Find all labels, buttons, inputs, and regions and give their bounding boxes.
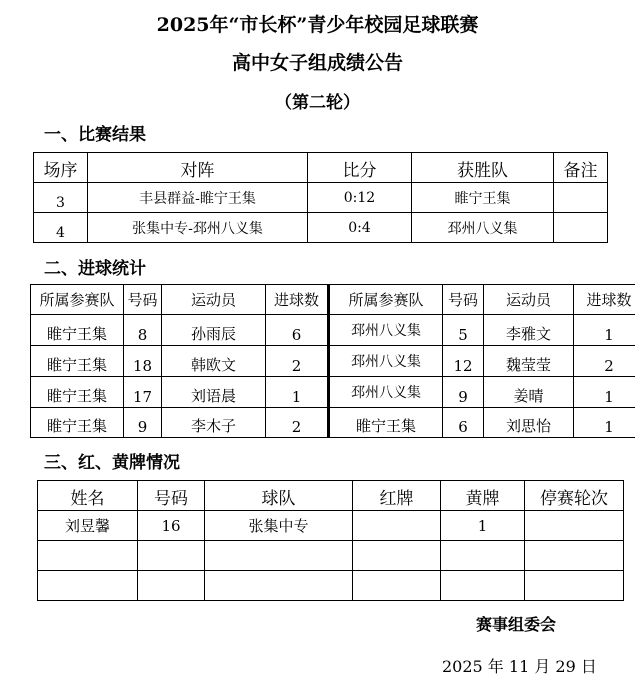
goals-cell: 1 [266, 377, 329, 408]
yellow-card-cell [441, 541, 525, 571]
team-cell: 睢宁王集 [31, 346, 124, 377]
number-cell: 18 [124, 346, 162, 377]
number-cell: 16 [138, 511, 205, 541]
col-header-number: 号码 [124, 285, 162, 315]
team-cell: 睢宁王集 [31, 315, 124, 346]
goals-cell: 1 [574, 377, 635, 408]
note-cell [554, 213, 608, 243]
col-header-note: 备注 [554, 153, 608, 183]
cards-header-row [38, 481, 624, 511]
col-header-number: 号码 [443, 285, 484, 315]
match-no-cell: 4 [34, 213, 88, 243]
results-section-title: 一、比赛结果 [44, 125, 146, 145]
col-header-team: 球队 [205, 481, 353, 511]
col-header-team: 所属参赛队 [329, 285, 443, 315]
number-cell: 9 [443, 377, 484, 408]
col-header-yellow-card: 黄牌 [441, 481, 525, 511]
player-cell: 李木子 [162, 408, 266, 438]
player-cell: 韩欧文 [162, 346, 266, 377]
col-header-player: 运动员 [162, 285, 266, 315]
player-cell: 刘思怡 [484, 408, 574, 438]
cards-section-title: 三、红、黄牌情况 [44, 453, 180, 473]
goals-cell: 1 [574, 408, 635, 438]
team-cell: 邳州八义集 [329, 346, 443, 377]
name-cell [38, 541, 138, 571]
winner-cell: 邳州八义集 [412, 213, 554, 243]
number-cell [138, 571, 205, 601]
match-cell: 丰县群益-睢宁王集 [88, 183, 308, 213]
page-subtitle: 高中女子组成绩公告 [231, 52, 403, 74]
col-header-name: 姓名 [38, 481, 138, 511]
team-cell: 睢宁王集 [329, 408, 443, 438]
suspension-cell [525, 511, 624, 541]
col-header-suspension: 停赛轮次 [525, 481, 624, 511]
yellow-card-cell [441, 571, 525, 601]
table-row [38, 571, 624, 601]
suspension-cell [525, 541, 624, 571]
col-header-red-card: 红牌 [353, 481, 441, 511]
goals-cell: 2 [266, 346, 329, 377]
player-cell: 李雅文 [484, 315, 574, 346]
player-cell: 刘语晨 [162, 377, 266, 408]
player-cell: 姜晴 [484, 377, 574, 408]
match-cell: 张集中专-邳州八义集 [88, 213, 308, 243]
red-card-cell [353, 571, 441, 601]
round-label: （第二轮） [275, 93, 360, 113]
number-cell: 5 [443, 315, 484, 346]
name-cell [38, 571, 138, 601]
col-header-match-no: 场序 [34, 153, 88, 183]
player-cell: 魏莹莹 [484, 346, 574, 377]
organizer-signature: 赛事组委会 [476, 615, 557, 634]
team-cell [205, 571, 353, 601]
col-header-goals: 进球数 [574, 285, 635, 315]
col-header-match: 对阵 [88, 153, 308, 183]
match-no-cell: 3 [34, 183, 88, 213]
number-cell: 17 [124, 377, 162, 408]
team-cell: 邳州八义集 [329, 315, 443, 346]
team-cell: 睢宁王集 [31, 377, 124, 408]
goals-cell: 1 [574, 315, 635, 346]
player-cell: 孙雨辰 [162, 315, 266, 346]
table-row [34, 183, 608, 213]
results-table [33, 152, 608, 243]
number-cell: 8 [124, 315, 162, 346]
table-row [31, 377, 635, 408]
table-row [38, 541, 624, 571]
number-cell [138, 541, 205, 571]
winner-cell: 睢宁王集 [412, 183, 554, 213]
number-cell: 12 [443, 346, 484, 377]
team-cell: 睢宁王集 [31, 408, 124, 438]
scorers-table [30, 284, 635, 438]
goals-cell: 2 [266, 408, 329, 438]
number-cell: 6 [443, 408, 484, 438]
table-row [31, 315, 635, 346]
table-row [38, 511, 624, 541]
goals-cell: 6 [266, 315, 329, 346]
goals-cell: 2 [574, 346, 635, 377]
announcement-date: 2025 年 11 月 29 日 [442, 657, 597, 676]
yellow-card-cell: 1 [441, 511, 525, 541]
scorers-header-row [31, 285, 635, 315]
col-header-number: 号码 [138, 481, 205, 511]
team-cell [205, 541, 353, 571]
red-card-cell [353, 511, 441, 541]
note-cell [554, 183, 608, 213]
name-cell: 刘昱馨 [38, 511, 138, 541]
col-header-goals: 进球数 [266, 285, 329, 315]
score-cell: 0:12 [308, 183, 412, 213]
scorers-section-title: 二、进球统计 [44, 259, 146, 279]
team-cell: 张集中专 [205, 511, 353, 541]
table-row [34, 213, 608, 243]
number-cell: 9 [124, 408, 162, 438]
page-title: 2025年“市长杯”青少年校园足球联赛 [156, 14, 479, 36]
score-cell: 0:4 [308, 213, 412, 243]
col-header-team: 所属参赛队 [31, 285, 124, 315]
team-cell: 邳州八义集 [329, 377, 443, 408]
suspension-cell [525, 571, 624, 601]
cards-table [37, 480, 624, 601]
col-header-winner: 获胜队 [412, 153, 554, 183]
red-card-cell [353, 541, 441, 571]
results-header-row [34, 153, 608, 183]
table-row [31, 408, 635, 438]
col-header-score: 比分 [308, 153, 412, 183]
table-row [31, 346, 635, 377]
col-header-player: 运动员 [484, 285, 574, 315]
